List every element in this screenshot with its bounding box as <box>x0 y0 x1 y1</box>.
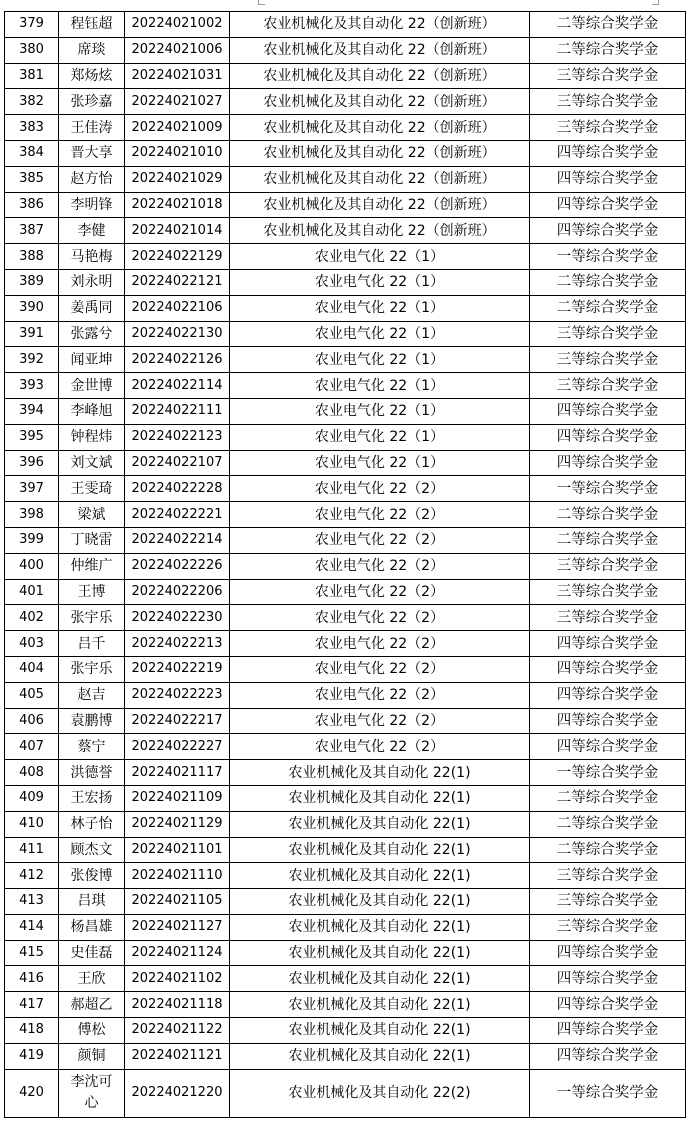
class-name-cell: 农业电气化 22（2） <box>230 734 530 760</box>
student-id-cell: 20224021121 <box>125 1043 230 1069</box>
class-name-cell: 农业机械化及其自动化 22(1) <box>230 889 530 915</box>
table-row <box>5 269 686 295</box>
award-cell: 四等综合奖学金 <box>530 631 686 657</box>
class-name-cell: 农业电气化 22（1） <box>230 244 530 270</box>
student-id-cell: 20224021127 <box>125 914 230 940</box>
student-name-cell: 吕琪 <box>59 889 125 915</box>
student-name-cell: 史佳磊 <box>59 940 125 966</box>
student-name-cell: 王宏扬 <box>59 785 125 811</box>
student-id-cell: 20224021117 <box>125 760 230 786</box>
table-row <box>5 166 686 192</box>
class-name-cell: 农业电气化 22（1） <box>230 424 530 450</box>
table-row <box>5 889 686 915</box>
class-name-cell: 农业机械化及其自动化 22（创新班） <box>230 166 530 192</box>
student-id-cell: 20224021027 <box>125 89 230 115</box>
award-cell: 二等综合奖学金 <box>530 295 686 321</box>
award-cell: 三等综合奖学金 <box>530 605 686 631</box>
class-name-cell: 农业电气化 22（1） <box>230 295 530 321</box>
student-name-cell: 颜铜 <box>59 1043 125 1069</box>
class-name-cell: 农业机械化及其自动化 22（创新班） <box>230 89 530 115</box>
class-name-cell: 农业机械化及其自动化 22(1) <box>230 992 530 1018</box>
class-name-cell: 农业机械化及其自动化 22(1) <box>230 760 530 786</box>
award-cell: 三等综合奖学金 <box>530 863 686 889</box>
student-id-cell: 20224021018 <box>125 192 230 218</box>
award-cell: 三等综合奖学金 <box>530 347 686 373</box>
student-name-cell: 袁鹏博 <box>59 708 125 734</box>
award-cell: 三等综合奖学金 <box>530 89 686 115</box>
student-name-cell: 席琰 <box>59 37 125 63</box>
row-number-cell: 410 <box>5 811 59 837</box>
crop-mark-left <box>258 0 265 5</box>
row-number-cell: 388 <box>5 244 59 270</box>
table-row <box>5 760 686 786</box>
award-cell: 二等综合奖学金 <box>530 502 686 528</box>
award-cell: 一等综合奖学金 <box>530 244 686 270</box>
row-number-cell: 407 <box>5 734 59 760</box>
student-name-cell: 程钰超 <box>59 12 125 38</box>
table-row <box>5 140 686 166</box>
award-cell: 四等综合奖学金 <box>530 940 686 966</box>
student-id-cell: 20224021101 <box>125 837 230 863</box>
class-name-cell: 农业电气化 22（1） <box>230 398 530 424</box>
row-number-cell: 400 <box>5 553 59 579</box>
row-number-cell: 420 <box>5 1069 59 1117</box>
table-row <box>5 631 686 657</box>
award-cell: 四等综合奖学金 <box>530 966 686 992</box>
award-cell: 二等综合奖学金 <box>530 37 686 63</box>
class-name-cell: 农业电气化 22（1） <box>230 321 530 347</box>
row-number-cell: 402 <box>5 605 59 631</box>
student-id-cell: 20224021122 <box>125 1018 230 1044</box>
row-number-cell: 384 <box>5 140 59 166</box>
award-cell: 一等综合奖学金 <box>530 476 686 502</box>
row-number-cell: 416 <box>5 966 59 992</box>
table-row <box>5 450 686 476</box>
class-name-cell: 农业电气化 22（1） <box>230 347 530 373</box>
row-number-cell: 387 <box>5 218 59 244</box>
student-id-cell: 20224022111 <box>125 398 230 424</box>
award-cell: 三等综合奖学金 <box>530 579 686 605</box>
student-id-cell: 20224021014 <box>125 218 230 244</box>
award-cell: 四等综合奖学金 <box>530 424 686 450</box>
student-name-cell: 张露兮 <box>59 321 125 347</box>
award-cell: 二等综合奖学金 <box>530 269 686 295</box>
student-id-cell: 20224022121 <box>125 269 230 295</box>
class-name-cell: 农业机械化及其自动化 22(1) <box>230 914 530 940</box>
row-number-cell: 394 <box>5 398 59 424</box>
award-cell: 三等综合奖学金 <box>530 115 686 141</box>
row-number-cell: 392 <box>5 347 59 373</box>
award-cell: 一等综合奖学金 <box>530 760 686 786</box>
row-number-cell: 403 <box>5 631 59 657</box>
class-name-cell: 农业电气化 22（1） <box>230 373 530 399</box>
crop-mark-right <box>652 0 659 5</box>
award-cell: 四等综合奖学金 <box>530 734 686 760</box>
student-name-cell: 王雯琦 <box>59 476 125 502</box>
student-name-cell: 王欣 <box>59 966 125 992</box>
class-name-cell: 农业电气化 22（2） <box>230 579 530 605</box>
student-id-cell: 20224021002 <box>125 12 230 38</box>
table-row <box>5 785 686 811</box>
class-name-cell: 农业机械化及其自动化 22(1) <box>230 1043 530 1069</box>
table-row <box>5 682 686 708</box>
class-name-cell: 农业电气化 22（1） <box>230 450 530 476</box>
table-row <box>5 321 686 347</box>
award-cell: 三等综合奖学金 <box>530 553 686 579</box>
row-number-cell: 379 <box>5 12 59 38</box>
student-name-cell: 钟程炜 <box>59 424 125 450</box>
class-name-cell: 农业机械化及其自动化 22（创新班） <box>230 115 530 141</box>
student-id-cell: 20224022214 <box>125 527 230 553</box>
table-row <box>5 656 686 682</box>
class-name-cell: 农业机械化及其自动化 22(2) <box>230 1069 530 1117</box>
award-cell: 四等综合奖学金 <box>530 682 686 708</box>
award-cell: 四等综合奖学金 <box>530 192 686 218</box>
table-row <box>5 1043 686 1069</box>
student-id-cell: 20224021010 <box>125 140 230 166</box>
row-number-cell: 411 <box>5 837 59 863</box>
row-number-cell: 405 <box>5 682 59 708</box>
row-number-cell: 385 <box>5 166 59 192</box>
student-id-cell: 20224022219 <box>125 656 230 682</box>
table-row <box>5 37 686 63</box>
table-row <box>5 811 686 837</box>
row-number-cell: 393 <box>5 373 59 399</box>
table-row <box>5 192 686 218</box>
award-cell: 三等综合奖学金 <box>530 321 686 347</box>
student-id-cell: 20224022226 <box>125 553 230 579</box>
table-row <box>5 398 686 424</box>
student-id-cell: 20224021009 <box>125 115 230 141</box>
student-name-cell: 傅松 <box>59 1018 125 1044</box>
table-row <box>5 708 686 734</box>
row-number-cell: 382 <box>5 89 59 115</box>
student-id-cell: 20224022228 <box>125 476 230 502</box>
student-name-cell: 顾杰文 <box>59 837 125 863</box>
student-id-cell: 20224021031 <box>125 63 230 89</box>
class-name-cell: 农业电气化 22（2） <box>230 682 530 708</box>
class-name-cell: 农业电气化 22（2） <box>230 631 530 657</box>
row-number-cell: 404 <box>5 656 59 682</box>
student-id-cell: 20224022106 <box>125 295 230 321</box>
student-id-cell: 20224022223 <box>125 682 230 708</box>
table-row <box>5 914 686 940</box>
student-id-cell: 20224022123 <box>125 424 230 450</box>
student-id-cell: 20224022221 <box>125 502 230 528</box>
row-number-cell: 413 <box>5 889 59 915</box>
table-row <box>5 373 686 399</box>
table-row <box>5 218 686 244</box>
class-name-cell: 农业机械化及其自动化 22(1) <box>230 940 530 966</box>
table-row <box>5 476 686 502</box>
student-id-cell: 20224022213 <box>125 631 230 657</box>
class-name-cell: 农业机械化及其自动化 22(1) <box>230 837 530 863</box>
student-id-cell: 20224021110 <box>125 863 230 889</box>
award-cell: 四等综合奖学金 <box>530 218 686 244</box>
award-cell: 三等综合奖学金 <box>530 373 686 399</box>
student-name-cell: 赵吉 <box>59 682 125 708</box>
student-name-cell: 李峰旭 <box>59 398 125 424</box>
student-id-cell: 20224022126 <box>125 347 230 373</box>
row-number-cell: 414 <box>5 914 59 940</box>
student-name-cell: 姜禹同 <box>59 295 125 321</box>
student-id-cell: 20224022129 <box>125 244 230 270</box>
table-row <box>5 940 686 966</box>
class-name-cell: 农业机械化及其自动化 22（创新班） <box>230 63 530 89</box>
row-number-cell: 391 <box>5 321 59 347</box>
row-number-cell: 406 <box>5 708 59 734</box>
table-row <box>5 63 686 89</box>
student-name-cell: 马艳梅 <box>59 244 125 270</box>
table-row <box>5 295 686 321</box>
row-number-cell: 397 <box>5 476 59 502</box>
student-name-cell: 杨昌雄 <box>59 914 125 940</box>
student-name-cell: 晋大享 <box>59 140 125 166</box>
class-name-cell: 农业电气化 22（2） <box>230 502 530 528</box>
student-id-cell: 20224022114 <box>125 373 230 399</box>
row-number-cell: 396 <box>5 450 59 476</box>
table-row <box>5 244 686 270</box>
student-id-cell: 20224022230 <box>125 605 230 631</box>
award-cell: 三等综合奖学金 <box>530 889 686 915</box>
class-name-cell: 农业机械化及其自动化 22(1) <box>230 785 530 811</box>
row-number-cell: 401 <box>5 579 59 605</box>
table-row <box>5 89 686 115</box>
award-cell: 三等综合奖学金 <box>530 63 686 89</box>
award-cell: 四等综合奖学金 <box>530 1043 686 1069</box>
row-number-cell: 383 <box>5 115 59 141</box>
class-name-cell: 农业机械化及其自动化 22(1) <box>230 863 530 889</box>
student-name-cell: 张宇乐 <box>59 656 125 682</box>
row-number-cell: 409 <box>5 785 59 811</box>
class-name-cell: 农业机械化及其自动化 22（创新班） <box>230 37 530 63</box>
table-row <box>5 734 686 760</box>
student-name-cell: 张宇乐 <box>59 605 125 631</box>
student-name-cell: 洪德誉 <box>59 760 125 786</box>
row-number-cell: 395 <box>5 424 59 450</box>
award-cell: 四等综合奖学金 <box>530 140 686 166</box>
table-row <box>5 553 686 579</box>
table-row <box>5 115 686 141</box>
class-name-cell: 农业机械化及其自动化 22(1) <box>230 966 530 992</box>
student-name-cell: 张珍嘉 <box>59 89 125 115</box>
class-name-cell: 农业电气化 22（2） <box>230 656 530 682</box>
student-name-cell: 张俊博 <box>59 863 125 889</box>
student-name-cell: 李沈可心 <box>59 1069 125 1117</box>
student-id-cell: 20224021124 <box>125 940 230 966</box>
scholarship-table <box>4 11 686 1118</box>
student-id-cell: 20224021220 <box>125 1069 230 1117</box>
table-row <box>5 605 686 631</box>
class-name-cell: 农业电气化 22（2） <box>230 708 530 734</box>
row-number-cell: 386 <box>5 192 59 218</box>
student-id-cell: 20224022206 <box>125 579 230 605</box>
table-row <box>5 424 686 450</box>
student-id-cell: 20224021105 <box>125 889 230 915</box>
class-name-cell: 农业电气化 22（1） <box>230 269 530 295</box>
award-cell: 三等综合奖学金 <box>530 914 686 940</box>
award-cell: 二等综合奖学金 <box>530 785 686 811</box>
award-cell: 四等综合奖学金 <box>530 992 686 1018</box>
student-id-cell: 20224022217 <box>125 708 230 734</box>
table-body <box>5 12 686 1118</box>
row-number-cell: 412 <box>5 863 59 889</box>
student-id-cell: 20224022130 <box>125 321 230 347</box>
class-name-cell: 农业电气化 22（2） <box>230 527 530 553</box>
student-name-cell: 林子怡 <box>59 811 125 837</box>
table-row <box>5 863 686 889</box>
student-name-cell: 王佳涛 <box>59 115 125 141</box>
class-name-cell: 农业机械化及其自动化 22（创新班） <box>230 140 530 166</box>
award-cell: 二等综合奖学金 <box>530 837 686 863</box>
class-name-cell: 农业机械化及其自动化 22(1) <box>230 1018 530 1044</box>
student-name-cell: 李健 <box>59 218 125 244</box>
student-id-cell: 20224021118 <box>125 992 230 1018</box>
award-cell: 二等综合奖学金 <box>530 527 686 553</box>
class-name-cell: 农业电气化 22（2） <box>230 476 530 502</box>
award-cell: 二等综合奖学金 <box>530 811 686 837</box>
table-row <box>5 837 686 863</box>
student-id-cell: 20224022107 <box>125 450 230 476</box>
row-number-cell: 417 <box>5 992 59 1018</box>
award-cell: 一等综合奖学金 <box>530 1069 686 1117</box>
table-row <box>5 12 686 38</box>
award-cell: 二等综合奖学金 <box>530 12 686 38</box>
row-number-cell: 398 <box>5 502 59 528</box>
student-id-cell: 20224021029 <box>125 166 230 192</box>
table-row <box>5 966 686 992</box>
row-number-cell: 389 <box>5 269 59 295</box>
row-number-cell: 390 <box>5 295 59 321</box>
row-number-cell: 419 <box>5 1043 59 1069</box>
award-cell: 四等综合奖学金 <box>530 450 686 476</box>
student-id-cell: 20224022227 <box>125 734 230 760</box>
student-id-cell: 20224021006 <box>125 37 230 63</box>
class-name-cell: 农业电气化 22（2） <box>230 605 530 631</box>
table-row <box>5 347 686 373</box>
award-cell: 四等综合奖学金 <box>530 166 686 192</box>
row-number-cell: 415 <box>5 940 59 966</box>
table-row <box>5 1069 686 1117</box>
table-row <box>5 579 686 605</box>
student-name-cell: 吕千 <box>59 631 125 657</box>
class-name-cell: 农业机械化及其自动化 22(1) <box>230 811 530 837</box>
row-number-cell: 418 <box>5 1018 59 1044</box>
table-row <box>5 502 686 528</box>
student-id-cell: 20224021102 <box>125 966 230 992</box>
student-name-cell: 丁晓雷 <box>59 527 125 553</box>
row-number-cell: 399 <box>5 527 59 553</box>
student-id-cell: 20224021109 <box>125 785 230 811</box>
student-name-cell: 梁斌 <box>59 502 125 528</box>
student-name-cell: 李明锋 <box>59 192 125 218</box>
student-id-cell: 20224021129 <box>125 811 230 837</box>
student-name-cell: 赵方怡 <box>59 166 125 192</box>
award-cell: 四等综合奖学金 <box>530 1018 686 1044</box>
student-name-cell: 蔡宁 <box>59 734 125 760</box>
student-name-cell: 刘文斌 <box>59 450 125 476</box>
class-name-cell: 农业机械化及其自动化 22（创新班） <box>230 218 530 244</box>
class-name-cell: 农业电气化 22（2） <box>230 553 530 579</box>
student-name-cell: 闻亚坤 <box>59 347 125 373</box>
student-name-cell: 仲维广 <box>59 553 125 579</box>
table-row <box>5 992 686 1018</box>
class-name-cell: 农业机械化及其自动化 22（创新班） <box>230 192 530 218</box>
row-number-cell: 381 <box>5 63 59 89</box>
student-name-cell: 郝超乙 <box>59 992 125 1018</box>
class-name-cell: 农业机械化及其自动化 22（创新班） <box>230 12 530 38</box>
student-name-cell: 金世博 <box>59 373 125 399</box>
award-cell: 四等综合奖学金 <box>530 398 686 424</box>
student-name-cell: 刘永明 <box>59 269 125 295</box>
student-name-cell: 王博 <box>59 579 125 605</box>
row-number-cell: 380 <box>5 37 59 63</box>
award-cell: 四等综合奖学金 <box>530 708 686 734</box>
table-row <box>5 527 686 553</box>
award-cell: 四等综合奖学金 <box>530 656 686 682</box>
table-row <box>5 1018 686 1044</box>
row-number-cell: 408 <box>5 760 59 786</box>
student-name-cell: 郑炀炫 <box>59 63 125 89</box>
